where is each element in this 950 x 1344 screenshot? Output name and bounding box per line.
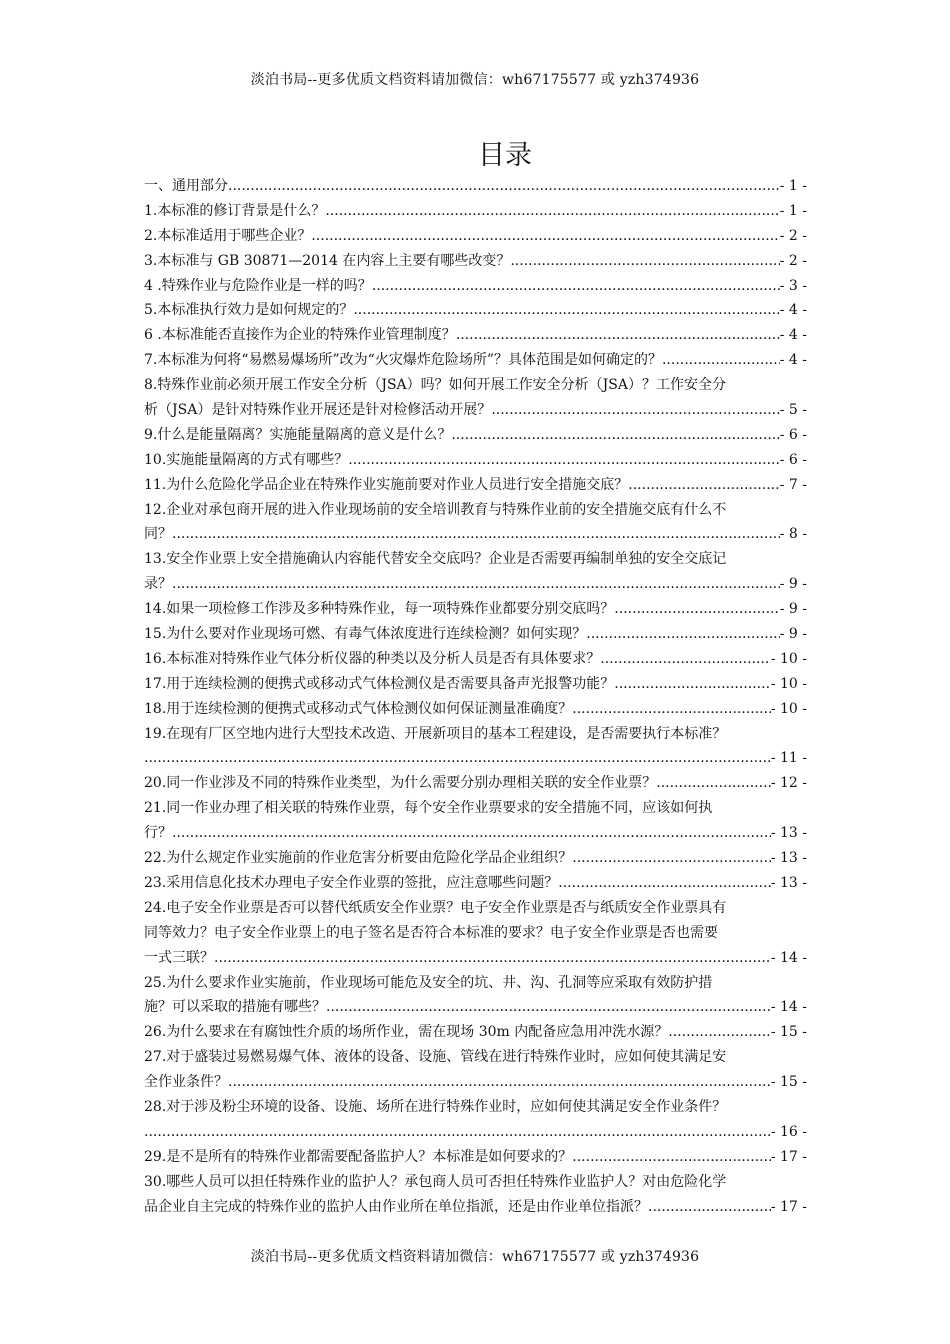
toc-page-number: - 4 - xyxy=(779,302,807,319)
toc-entry-line xyxy=(144,647,807,672)
toc-entry-line xyxy=(144,722,807,747)
toc-entry-line xyxy=(144,547,807,572)
toc-entry-line xyxy=(144,846,807,871)
toc-entry-line xyxy=(144,921,807,946)
toc-entry[interactable] xyxy=(144,722,807,772)
toc-entry-text: 25.为什么要求作业实施前，作业现场可能危及安全的坑、井、沟、孔洞等应采取有效防护措 xyxy=(144,974,713,991)
toc-entry-line xyxy=(144,1170,807,1195)
toc-entry-line xyxy=(144,224,807,249)
toc-entry-text: 3.本标准与 GB 30871—2014 在内容上主要有哪些改变？ xyxy=(144,252,511,269)
toc-entry[interactable] xyxy=(144,971,807,1021)
toc-page-number: - 5 - xyxy=(779,402,807,419)
toc-page-number: - 6 - xyxy=(779,451,807,468)
toc-entry[interactable] xyxy=(144,473,807,498)
toc-entry[interactable] xyxy=(144,323,807,348)
toc-dot-leader xyxy=(228,1070,771,1095)
toc-entry-text: 同等效力？电子安全作业票上的电子签名是否符合本标准的要求？电子安全作业票是否也需要 xyxy=(144,924,718,941)
toc-entry-line xyxy=(144,448,807,473)
toc-entry-text: 26.为什么要求在有腐蚀性介质的场所作业，需在现场 30m 内配备应急用冲洗水源？ xyxy=(144,1024,669,1041)
toc-dot-leader xyxy=(614,672,771,697)
toc-entry-line xyxy=(144,871,807,896)
toc-entry-text: 录？ xyxy=(144,576,172,593)
toc-entry-line xyxy=(144,398,807,423)
toc-dot-leader xyxy=(311,224,779,249)
page-footer: 淡泊书局--更多优质文档资料请加微信：wh67175577 或 yzh374936 xyxy=(250,1249,700,1265)
toc-dot-leader xyxy=(353,298,779,323)
toc-dot-leader xyxy=(572,846,771,871)
toc-entry-line xyxy=(144,1145,807,1170)
toc-page-number: - 13 - xyxy=(770,850,807,867)
toc-entry-line xyxy=(144,796,807,821)
toc-entry-line xyxy=(144,672,807,697)
toc-entry-line xyxy=(144,174,807,199)
toc-page-number: - 10 - xyxy=(770,675,807,692)
toc-dot-leader xyxy=(326,995,771,1020)
toc-page-number: - 7 - xyxy=(779,476,807,493)
toc-dot-leader xyxy=(214,946,771,971)
toc-page-number: - 4 - xyxy=(779,327,807,344)
toc-entry[interactable] xyxy=(144,1020,807,1045)
toc-entry-text: 17.用于连续检测的便携式或移动式气体检测仪是否需要具备声光报警功能？ xyxy=(144,675,615,692)
toc-dot-leader xyxy=(325,199,779,224)
toc-entry[interactable] xyxy=(144,846,807,871)
toc-entry-line xyxy=(144,971,807,996)
toc-dot-leader xyxy=(586,622,779,647)
toc-entry[interactable] xyxy=(144,597,807,622)
toc-dot-leader xyxy=(491,398,779,423)
toc-entry-line xyxy=(144,1020,807,1045)
toc-page-number: - 8 - xyxy=(779,526,807,543)
toc-entry-text: 2.本标准适用于哪些企业？ xyxy=(144,227,312,244)
toc-entry-text: 7.本标准为何将“易燃易爆场所”改为“火灾爆炸危险场所”？具体范围是如何确定的？ xyxy=(144,352,662,369)
toc-dot-leader xyxy=(572,1145,771,1170)
toc-dot-leader xyxy=(628,473,779,498)
toc-entry[interactable] xyxy=(144,896,807,971)
toc-entry-line xyxy=(144,249,807,274)
toc-entry[interactable] xyxy=(144,298,807,323)
toc-entry-text: 行？ xyxy=(144,825,172,842)
toc-page-number: - 6 - xyxy=(779,426,807,443)
toc-entry-line xyxy=(144,1045,807,1070)
toc-dot-leader xyxy=(662,348,780,373)
toc-entry-text: 析（JSA）是针对特殊作业开展还是针对检修活动开展？ xyxy=(144,402,492,419)
toc-entry[interactable] xyxy=(144,1045,807,1095)
toc-page-number: - 1 - xyxy=(779,178,807,194)
toc-entry[interactable] xyxy=(144,622,807,647)
toc-page-number: - 14 - xyxy=(770,999,807,1016)
toc-entry-text: 22.为什么规定作业实施前的作业危害分析要由危险化学品企业组织？ xyxy=(144,850,573,867)
toc-entry-text: 一式三联？ xyxy=(144,949,214,966)
toc-entry[interactable] xyxy=(144,796,807,846)
toc-entry-line xyxy=(144,1120,807,1145)
toc-entry[interactable] xyxy=(144,1095,807,1145)
toc-entry-text: 28.对于涉及粉尘环境的设备、设施、场所在进行特殊作业时，应如何使其满足安全作业条件？ xyxy=(144,1098,727,1115)
toc-entry-line xyxy=(144,896,807,921)
toc-entry-line xyxy=(144,572,807,597)
toc-entry-line xyxy=(144,821,807,846)
toc-entry[interactable] xyxy=(144,771,807,796)
toc-entry[interactable] xyxy=(144,224,807,249)
toc-dot-leader xyxy=(600,647,771,672)
toc-page-number: - 12 - xyxy=(770,775,807,792)
toc-page-number: - 10 - xyxy=(770,650,807,667)
toc-entry[interactable] xyxy=(144,1170,807,1220)
toc-entry-text: 11.为什么危险化学品企业在特殊作业实施前要对作业人员进行安全措施交底？ xyxy=(144,476,629,493)
toc-page-number: - 16 - xyxy=(770,1123,807,1140)
toc-entry-line xyxy=(144,1070,807,1095)
toc-entry-line xyxy=(144,597,807,622)
toc-entry-text: 6 .本标准能否直接作为企业的特殊作业管理制度？ xyxy=(144,327,456,344)
toc-entry-line xyxy=(144,348,807,373)
toc-dot-leader xyxy=(372,274,780,299)
toc-entry-line xyxy=(144,473,807,498)
toc-entry-text: 13.安全作业票上安全措施确认内容能代替安全交底吗？企业是否需要再编制单独的安全交底记 xyxy=(144,551,727,568)
toc-dot-leader xyxy=(172,522,780,547)
toc-page-number: - 2 - xyxy=(779,252,807,269)
toc-entry[interactable] xyxy=(144,199,807,224)
toc-entry-line xyxy=(144,697,807,722)
toc-entry-line xyxy=(144,1095,807,1120)
toc-entry[interactable] xyxy=(144,249,807,274)
toc-entry-text: 品企业自主完成的特殊作业的监护人由作业所在单位指派，还是由作业单位指派？ xyxy=(144,1198,648,1215)
toc-entry-text: 全作业条件？ xyxy=(144,1074,228,1091)
toc-entry[interactable] xyxy=(144,547,807,597)
toc-entry-text: 14.如果一项检修工作涉及多种特殊作业，每一项特殊作业都要分别交底吗？ xyxy=(144,601,615,618)
toc-entry-text: 20.同一作业涉及不同的特殊作业类型，为什么需要分别办理相关联的安全作业票？ xyxy=(144,775,657,792)
toc-dot-leader xyxy=(172,572,780,597)
toc-entry-line xyxy=(144,423,807,448)
toc-page-number: - 3 - xyxy=(779,277,807,294)
toc-entry-line xyxy=(144,373,807,398)
toc-entry-text: 12.企业对承包商开展的进入作业现场前的安全培训教育与特殊作业前的安全措施交底有什么不 xyxy=(144,501,727,518)
toc-entry[interactable] xyxy=(144,174,807,199)
toc-entry-line xyxy=(144,323,807,348)
toc-page-number: - 2 - xyxy=(779,227,807,244)
table-of-contents xyxy=(144,174,807,1219)
toc-entry-line xyxy=(144,746,807,771)
toc-entry-text: 同？ xyxy=(144,526,172,543)
toc-page-number: - 15 - xyxy=(770,1024,807,1041)
toc-page-number: - 17 - xyxy=(770,1198,807,1215)
toc-entry-text: 10.实施能量隔离的方式有哪些？ xyxy=(144,451,349,468)
toc-entry-text: 15.为什么要对作业现场可燃、有毒气体浓度进行连续检测？如何实现？ xyxy=(144,626,587,643)
toc-dot-leader xyxy=(668,1020,771,1045)
toc-entry-line xyxy=(144,622,807,647)
toc-entry-text: 一、通用部分 xyxy=(144,178,228,194)
toc-title: 目录 xyxy=(478,140,532,171)
toc-dot-leader xyxy=(648,1195,771,1220)
toc-entry[interactable] xyxy=(144,448,807,473)
toc-dot-leader xyxy=(451,423,779,448)
toc-entry-line xyxy=(144,498,807,523)
toc-entry-line xyxy=(144,199,807,224)
toc-entry-text: 5.本标准执行效力是如何规定的？ xyxy=(144,302,354,319)
toc-entry-text: 16.本标准对特殊作业气体分析仪器的种类以及分析人员是否有具体要求？ xyxy=(144,650,601,667)
toc-entry-text: 4 .特殊作业与危险作业是一样的吗？ xyxy=(144,277,372,294)
toc-entry-line xyxy=(144,946,807,971)
toc-entry-line xyxy=(144,274,807,299)
toc-page-number: - 9 - xyxy=(779,626,807,643)
toc-page-number: - 1 - xyxy=(779,202,807,219)
toc-entry-text: 18.用于连续检测的便携式或移动式气体检测仪如何保证测量准确度？ xyxy=(144,700,573,717)
toc-entry-text: 9.什么是能量隔离？实施能量隔离的意义是什么？ xyxy=(144,426,452,443)
toc-entry[interactable] xyxy=(144,498,807,548)
toc-entry[interactable] xyxy=(144,871,807,896)
toc-entry[interactable] xyxy=(144,423,807,448)
toc-entry-text: 24.电子安全作业票是否可以替代纸质安全作业票？电子安全作业票是否与纸质安全作业票具有 xyxy=(144,899,727,916)
page-header: 淡泊书局--更多优质文档资料请加微信：wh67175577 或 yzh374936 xyxy=(250,72,700,88)
toc-entry-line xyxy=(144,1195,807,1220)
toc-entry[interactable] xyxy=(144,647,807,672)
toc-page-number: - 13 - xyxy=(770,825,807,842)
toc-entry[interactable] xyxy=(144,373,807,423)
toc-dot-leader xyxy=(144,1120,771,1145)
toc-entry-text: 23.采用信息化技术办理电子安全作业票的签批，应注意哪些问题？ xyxy=(144,874,559,891)
toc-page-number: - 17 - xyxy=(770,1148,807,1165)
toc-entry[interactable] xyxy=(144,274,807,299)
toc-entry-text: 1.本标准的修订背景是什么？ xyxy=(144,202,326,219)
toc-entry-line xyxy=(144,771,807,796)
toc-page-number: - 15 - xyxy=(770,1074,807,1091)
toc-dot-leader xyxy=(456,323,780,348)
toc-page-number: - 9 - xyxy=(779,576,807,593)
toc-dot-leader xyxy=(572,697,771,722)
toc-page-number: - 11 - xyxy=(770,750,807,767)
toc-dot-leader xyxy=(614,597,779,622)
toc-entry-text: 19.在现有厂区空地内进行大型技术改造、开展新项目的基本工程建设，是否需要执行本标准？ xyxy=(144,725,727,742)
toc-entry-line xyxy=(144,522,807,547)
toc-dot-leader xyxy=(348,448,779,473)
toc-entry-text: 29.是不是所有的特殊作业都需要配备监护人？本标准是如何要求的？ xyxy=(144,1148,573,1165)
toc-page-number: - 13 - xyxy=(770,874,807,891)
toc-entry[interactable] xyxy=(144,348,807,373)
toc-entry-line xyxy=(144,298,807,323)
toc-entry-text: 21.同一作业办理了相关联的特殊作业票，每个安全作业票要求的安全措施不同，应该如何执 xyxy=(144,800,713,817)
toc-entry-text: 施？可以采取的措施有哪些？ xyxy=(144,999,326,1016)
toc-entry-text: 27.对于盛装过易燃易爆气体、液体的设备、设施、管线在进行特殊作业时，应如何使其满足安 xyxy=(144,1049,727,1066)
toc-dot-leader xyxy=(172,821,771,846)
toc-entry[interactable] xyxy=(144,697,807,722)
toc-dot-leader xyxy=(558,871,771,896)
toc-page-number: - 4 - xyxy=(779,352,807,369)
toc-dot-leader xyxy=(228,174,780,199)
toc-page-number: - 10 - xyxy=(770,700,807,717)
toc-entry-text: 30.哪些人员可以担任特殊作业的监护人？承包商人员可否担任特殊作业监护人？对由危险化学 xyxy=(144,1173,727,1190)
toc-entry-line xyxy=(144,995,807,1020)
toc-dot-leader xyxy=(656,771,771,796)
toc-entry[interactable] xyxy=(144,1145,807,1170)
toc-dot-leader xyxy=(510,249,779,274)
toc-dot-leader xyxy=(144,746,771,771)
toc-page-number: - 14 - xyxy=(770,949,807,966)
toc-entry-text: 8.特殊作业前必须开展工作安全分析（JSA）吗？如何开展工作安全分析（JSA）？工作安全分 xyxy=(144,377,726,394)
toc-page-number: - 9 - xyxy=(779,601,807,618)
toc-entry[interactable] xyxy=(144,672,807,697)
